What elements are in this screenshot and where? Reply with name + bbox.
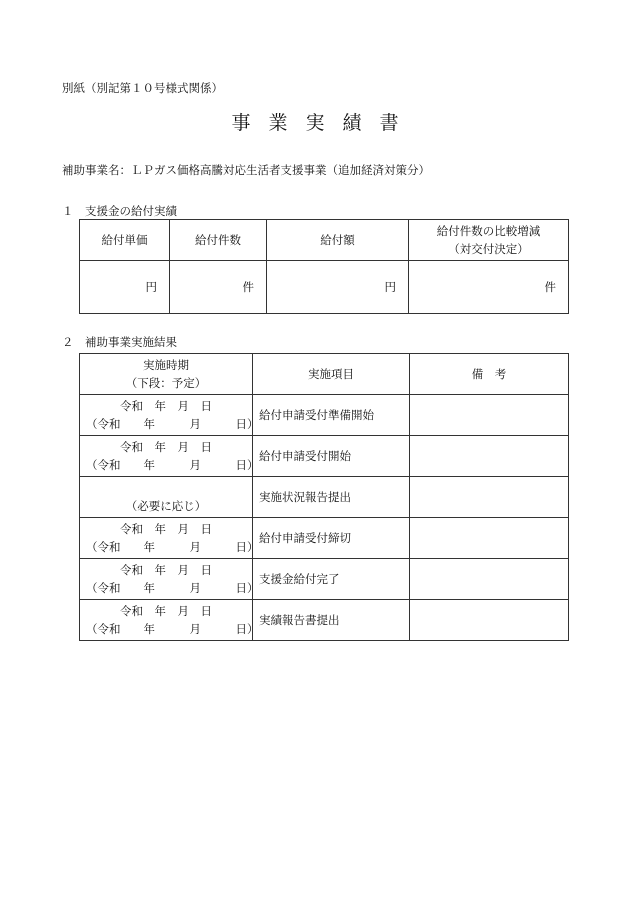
value-comparison: 件 — [409, 261, 569, 314]
planned-date-line: （令和 年 月 日） — [86, 581, 259, 595]
notes-cell — [410, 395, 569, 436]
date-line: 令和 年 月 日 — [120, 440, 212, 454]
value-count: 件 — [170, 261, 267, 314]
as-needed-line: （必要に応じ） — [125, 499, 207, 513]
notes-cell — [410, 600, 569, 641]
item-cell: 給付申請受付開始 — [253, 436, 410, 477]
table-row — [80, 395, 569, 436]
item-cell: 給付申請受付準備開始 — [253, 395, 410, 436]
item-cell: 実績報告書提出 — [253, 600, 410, 641]
value-unit-price: 円 — [80, 261, 170, 314]
header-comparison-line1: 給付件数の比較増減 — [436, 224, 541, 238]
item-cell: 実施状況報告提出 — [253, 477, 410, 518]
item-cell: 給付申請受付締切 — [253, 518, 410, 559]
period-cell — [80, 477, 253, 518]
notes-cell — [410, 559, 569, 600]
header-comparison — [409, 220, 569, 261]
date-line: 令和 年 月 日 — [120, 522, 212, 536]
document-title: 事業実績書 — [231, 112, 417, 134]
header-period-line2: （下段：予定） — [125, 376, 207, 390]
period-cell — [80, 600, 259, 641]
notes-cell — [410, 518, 569, 559]
planned-date-line: （令和 年 月 日） — [86, 540, 259, 554]
period-cell — [80, 395, 259, 436]
date-line: 令和 年 月 日 — [120, 563, 212, 577]
value-amount: 円 — [267, 261, 409, 314]
period-cell — [80, 518, 259, 559]
period-cell — [80, 559, 259, 600]
header-comparison-line2: （対交付決定） — [448, 242, 529, 256]
table-row — [80, 518, 569, 559]
header-item: 実施項目 — [253, 354, 410, 395]
item-cell: 支援金給付完了 — [253, 559, 410, 600]
section2-heading: ２ 補助事業実施結果 — [62, 335, 177, 349]
notes-cell — [410, 477, 569, 518]
header-count: 給付件数 — [170, 220, 267, 261]
notes-cell — [410, 436, 569, 477]
header-period-line1: 実施時期 — [143, 358, 189, 372]
period-cell — [80, 436, 259, 477]
section1-heading: １ 支援金の給付実績 — [62, 204, 177, 218]
form-reference: 別紙（別記第１０号様式関係） — [62, 81, 223, 95]
date-line: 令和 年 月 日 — [120, 399, 212, 413]
header-unit-price: 給付単価 — [80, 220, 170, 261]
table-row — [80, 477, 569, 518]
payment-results-table — [79, 219, 569, 314]
project-name: 補助事業名：ＬＰガス価格高騰対応生活者支援事業（追加経済対策分） — [62, 163, 430, 177]
header-amount: 給付額 — [267, 220, 409, 261]
planned-date-line: （令和 年 月 日） — [86, 458, 259, 472]
planned-date-line: （令和 年 月 日） — [86, 417, 259, 431]
table-row — [80, 559, 569, 600]
header-notes: 備 考 — [410, 354, 569, 395]
header-period — [80, 354, 253, 395]
table-row — [80, 436, 569, 477]
implementation-results-table — [79, 353, 569, 641]
table-row — [80, 600, 569, 641]
planned-date-line: （令和 年 月 日） — [86, 622, 259, 636]
date-line: 令和 年 月 日 — [120, 604, 212, 618]
